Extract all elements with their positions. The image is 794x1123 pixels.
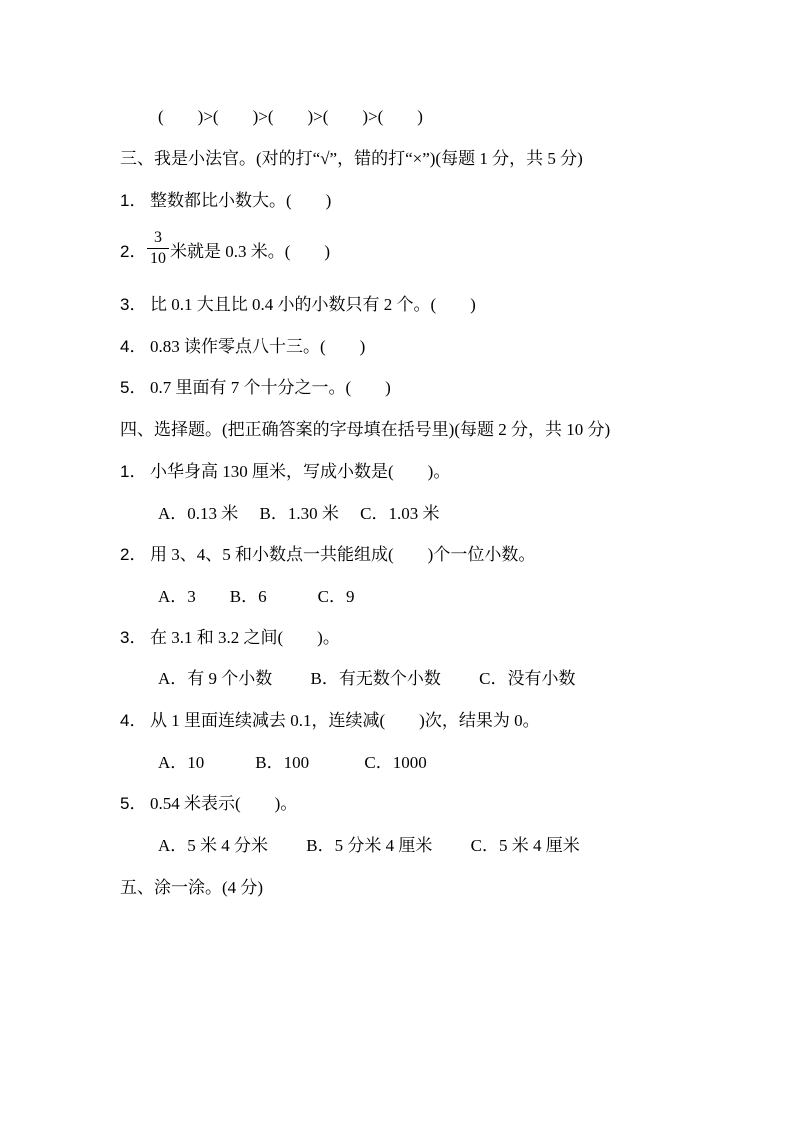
question-number: 4．: [120, 711, 147, 730]
section-3-title: 三、我是小法官。(对的打“√”，错的打“×”)(每题 1 分，共 5 分): [120, 149, 583, 168]
question-4-3: 在 3.1 和 3.2 之间( )。: [150, 628, 340, 647]
question-4-5: 0.54 米表示( )。: [150, 794, 298, 813]
question-number: 1．: [120, 462, 147, 481]
question-number: 3．: [120, 628, 147, 647]
fraction-numerator: 3: [154, 229, 162, 246]
question-3-4: 0.83 读作零点八十三。( ): [150, 337, 366, 356]
comparison-blanks: ( )>( )>( )>( )>( ): [158, 107, 423, 126]
fraction-denominator: 10: [150, 250, 166, 267]
question-3-3: 比 0.1 大且比 0.4 小的小数只有 2 个。( ): [150, 295, 476, 314]
question-number: 1．: [120, 191, 147, 210]
fraction-bar: [147, 248, 169, 249]
question-4-2: 用 3、4、5 和小数点一共能组成( )个一位小数。: [150, 545, 536, 564]
question-4-4: 从 1 里面连续减去 0.1，连续减( )次，结果为 0。: [150, 711, 540, 730]
question-3-1: 整数都比小数大。( ): [150, 191, 332, 210]
section-5-title: 五、涂一涂。(4 分): [120, 878, 264, 897]
question-4-1-options: A．0.13 米 B．1.30 米 C．1.03 米: [158, 504, 440, 523]
question-3-2: 米就是 0.3 米。( ): [170, 242, 331, 261]
section-4-title: 四、选择题。(把正确答案的字母填在括号里)(每题 2 分，共 10 分): [120, 420, 611, 439]
question-number: 5．: [120, 794, 147, 813]
question-4-2-options: A．3 B．6 C．9: [158, 587, 355, 606]
fraction: [147, 229, 169, 268]
question-number: 2．: [120, 545, 147, 564]
question-4-3-options: A．有 9 个小数 B．有无数个小数 C．没有小数: [158, 669, 576, 688]
question-4-1: 小华身高 130 厘米，写成小数是( )。: [150, 462, 451, 481]
question-number: 5．: [120, 378, 147, 397]
question-number: 3．: [120, 295, 147, 314]
question-4-5-options: A．5 米 4 分米 B．5 分米 4 厘米 C．5 米 4 厘米: [158, 836, 580, 855]
question-number: 4．: [120, 337, 147, 356]
question-3-5: 0.7 里面有 7 个十分之一。( ): [150, 378, 391, 397]
question-4-4-options: A．10 B．100 C．1000: [158, 753, 427, 772]
question-number: 2．: [120, 242, 147, 261]
